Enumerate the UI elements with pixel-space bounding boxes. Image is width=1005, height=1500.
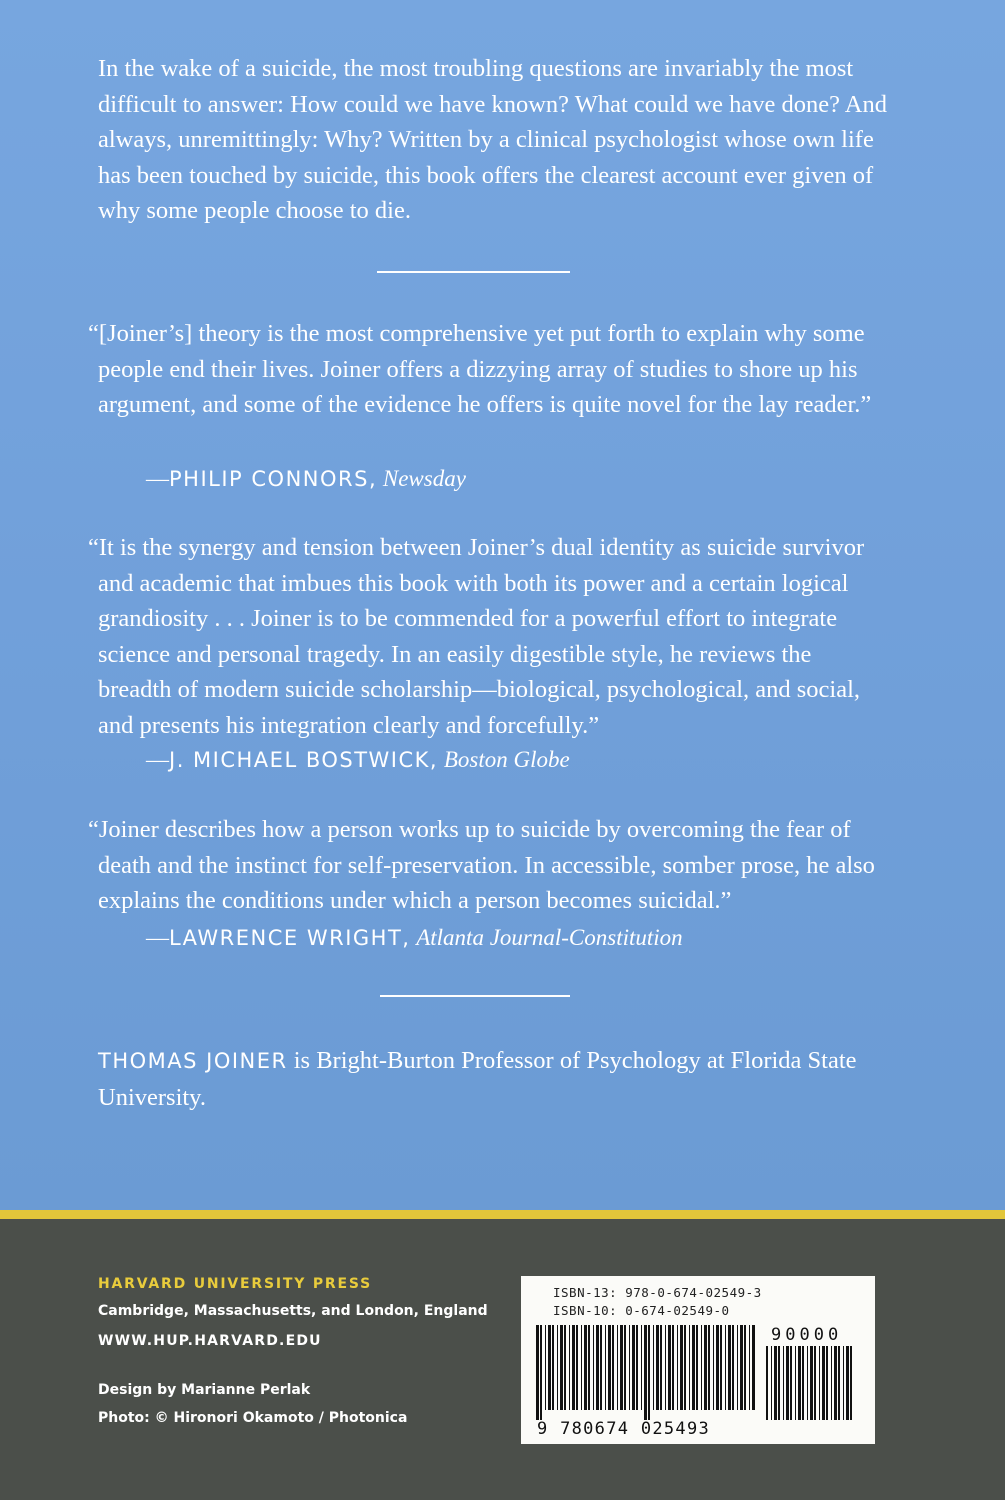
barcode-bar <box>536 1325 539 1420</box>
publisher-website[interactable]: WWW.HUP.HARVARD.EDU <box>98 1333 322 1349</box>
barcode-bar <box>608 1325 611 1410</box>
isbn-13: ISBN-13: 978-0-674-02549-3 <box>553 1285 762 1300</box>
barcode-bar <box>822 1346 825 1420</box>
barcode-bar <box>819 1346 820 1420</box>
intro-blurb: In the wake of a suicide, the most troubling questions are invariably the most difficult to answer: How could we have known? What could we have done? And always, unremittingly: Why? Written by a clinical psychologist whose own life has been touched by suicide, this book offers the clearest account ever given of why some people choose to die. <box>98 55 888 224</box>
barcode-bar <box>648 1325 650 1420</box>
barcode-bar <box>725 1325 726 1410</box>
barcode-bar <box>716 1325 719 1410</box>
barcode-bar <box>656 1325 659 1410</box>
barcode-bar <box>790 1346 792 1420</box>
author-bio-text: is Bright-Burton Professor of Psychology at Florida State University. <box>98 1047 857 1111</box>
barcode-bar <box>557 1325 558 1410</box>
barcode-bar <box>843 1346 844 1420</box>
barcode-bar <box>807 1346 808 1420</box>
barcode-bar <box>783 1346 784 1420</box>
barcode-bar <box>588 1325 590 1410</box>
design-credit: Design by Marianne Perlak <box>98 1382 311 1398</box>
barcode-bar <box>826 1346 828 1420</box>
reviewer-name: J. MICHAEL BOSTWICK, <box>169 748 439 772</box>
barcode-bar <box>552 1325 554 1410</box>
barcode-bar <box>605 1325 606 1410</box>
barcode-bar <box>786 1346 789 1420</box>
isbn-10: ISBN-10: 0-674-02549-0 <box>553 1303 730 1318</box>
barcode-bar <box>838 1346 840 1420</box>
barcode-bar <box>771 1346 772 1420</box>
barcode-bar <box>696 1325 698 1410</box>
barcode-bar <box>778 1346 780 1420</box>
barcode-bar <box>672 1325 674 1410</box>
reviewer-name: PHILIP CONNORS, <box>169 467 378 491</box>
barcode-bar <box>665 1325 666 1410</box>
barcode-bar <box>704 1325 707 1410</box>
barcode-bar <box>752 1325 755 1410</box>
barcode-bar <box>641 1325 642 1410</box>
yellow-divider-stripe <box>0 1210 1005 1219</box>
barcode-bar <box>814 1346 816 1420</box>
reviewer-name: LAWRENCE WRIGHT, <box>169 926 411 950</box>
barcode-bar <box>572 1325 575 1410</box>
isbn-barcode <box>521 1276 875 1444</box>
barcode-bar <box>564 1325 566 1410</box>
barcode-bar <box>668 1325 671 1410</box>
barcode-bar <box>636 1325 638 1410</box>
barcode-bar <box>798 1346 801 1420</box>
barcode-bar <box>728 1325 731 1410</box>
barcode-bar <box>545 1325 546 1410</box>
barcode-bar <box>749 1325 750 1410</box>
barcode-bar <box>632 1325 635 1410</box>
barcode-bar <box>576 1325 578 1410</box>
barcode-bar <box>677 1325 678 1410</box>
publisher-location: Cambridge, Massachusetts, and London, England <box>98 1303 488 1319</box>
photo-credit: Photo: © Hironori Okamoto / Photonica <box>98 1410 408 1426</box>
barcode-bar <box>850 1346 852 1420</box>
barcode-bar <box>831 1346 832 1420</box>
barcode-bar <box>680 1325 683 1410</box>
barcode-bar <box>560 1325 563 1410</box>
barcode-bar <box>620 1325 623 1410</box>
barcode-bar <box>846 1346 849 1420</box>
review-source: Atlanta Journal-Constitution <box>416 925 683 950</box>
review-attribution-2 <box>146 745 570 775</box>
barcode-bar <box>540 1325 542 1420</box>
barcode-bar <box>766 1346 768 1420</box>
author-bio <box>98 1043 898 1115</box>
review-quote-3: “Joiner describes how a person works up to suicide by overcoming the fear of death and the instinct for self-preservation. In accessible, somber prose, he also explains the conditions under which a person becomes suicidal.” <box>88 816 875 914</box>
barcode-bar <box>692 1325 695 1410</box>
barcode-bar <box>548 1325 551 1410</box>
barcode-bar <box>653 1325 654 1410</box>
barcode-bar <box>629 1325 630 1410</box>
barcode-bar <box>708 1325 710 1410</box>
review-attribution-3 <box>146 923 683 953</box>
barcode-bar <box>740 1325 743 1410</box>
ean-barcode-bars <box>535 1325 755 1420</box>
barcode-bar <box>713 1325 714 1410</box>
barcode-bar <box>596 1325 599 1410</box>
barcode-bar <box>774 1346 777 1420</box>
attribution-dash: — <box>146 747 169 772</box>
author-name: THOMAS JOINER <box>98 1049 288 1073</box>
barcode-bar <box>737 1325 738 1410</box>
barcode-bar <box>795 1346 796 1420</box>
barcode-bar <box>612 1325 614 1410</box>
barcode-bar <box>644 1325 647 1420</box>
review-source: Boston Globe <box>443 747 570 772</box>
publisher-name: HARVARD UNIVERSITY PRESS <box>98 1276 372 1292</box>
barcode-bar <box>684 1325 686 1410</box>
barcode-bar <box>600 1325 602 1410</box>
review-attribution-1 <box>146 464 466 494</box>
barcode-bar <box>624 1325 626 1410</box>
barcode-digits: 9 780674 025493 <box>537 1419 711 1439</box>
section-divider-bottom <box>380 995 570 997</box>
attribution-dash: — <box>146 925 169 950</box>
barcode-bar <box>581 1325 582 1410</box>
barcode-bar <box>569 1325 570 1410</box>
barcode-bar <box>593 1325 594 1410</box>
barcode-bar <box>689 1325 690 1410</box>
barcode-bar <box>744 1325 746 1410</box>
section-divider-top <box>377 271 570 273</box>
barcode-bar <box>720 1325 722 1410</box>
barcode-bar <box>732 1325 734 1410</box>
review-source: Newsday <box>382 466 466 491</box>
barcode-bar <box>701 1325 702 1410</box>
barcode-bar <box>834 1346 837 1420</box>
price-barcode-bars <box>765 1346 858 1420</box>
price-code: 90000 <box>771 1325 843 1345</box>
review-quote-2: “It is the synergy and tension between Joiner’s dual identity as suicide survivor and academic that imbues this book with both its power and a certain logical grandiosity . . . Joiner is to be commended for a powerful effort to integrate science and personal tragedy. In an easily digestible style, he reviews the breadth of modern suicide scholarship—biological, psychological, and social, and presents his integration clearly and forcefully.” <box>88 534 865 739</box>
attribution-dash: — <box>146 466 169 491</box>
barcode-bar <box>802 1346 804 1420</box>
barcode-bar <box>617 1325 618 1410</box>
barcode-bar <box>810 1346 813 1420</box>
barcode-bar <box>584 1325 587 1410</box>
review-quote-1: “[Joiner’s] theory is the most comprehensive yet put forth to explain why some people end their lives. Joiner offers a dizzying array of studies to shore up his argument, and some of the evidence he offers is quite novel for the lay reader.” <box>88 320 872 418</box>
barcode-bar <box>660 1325 662 1410</box>
